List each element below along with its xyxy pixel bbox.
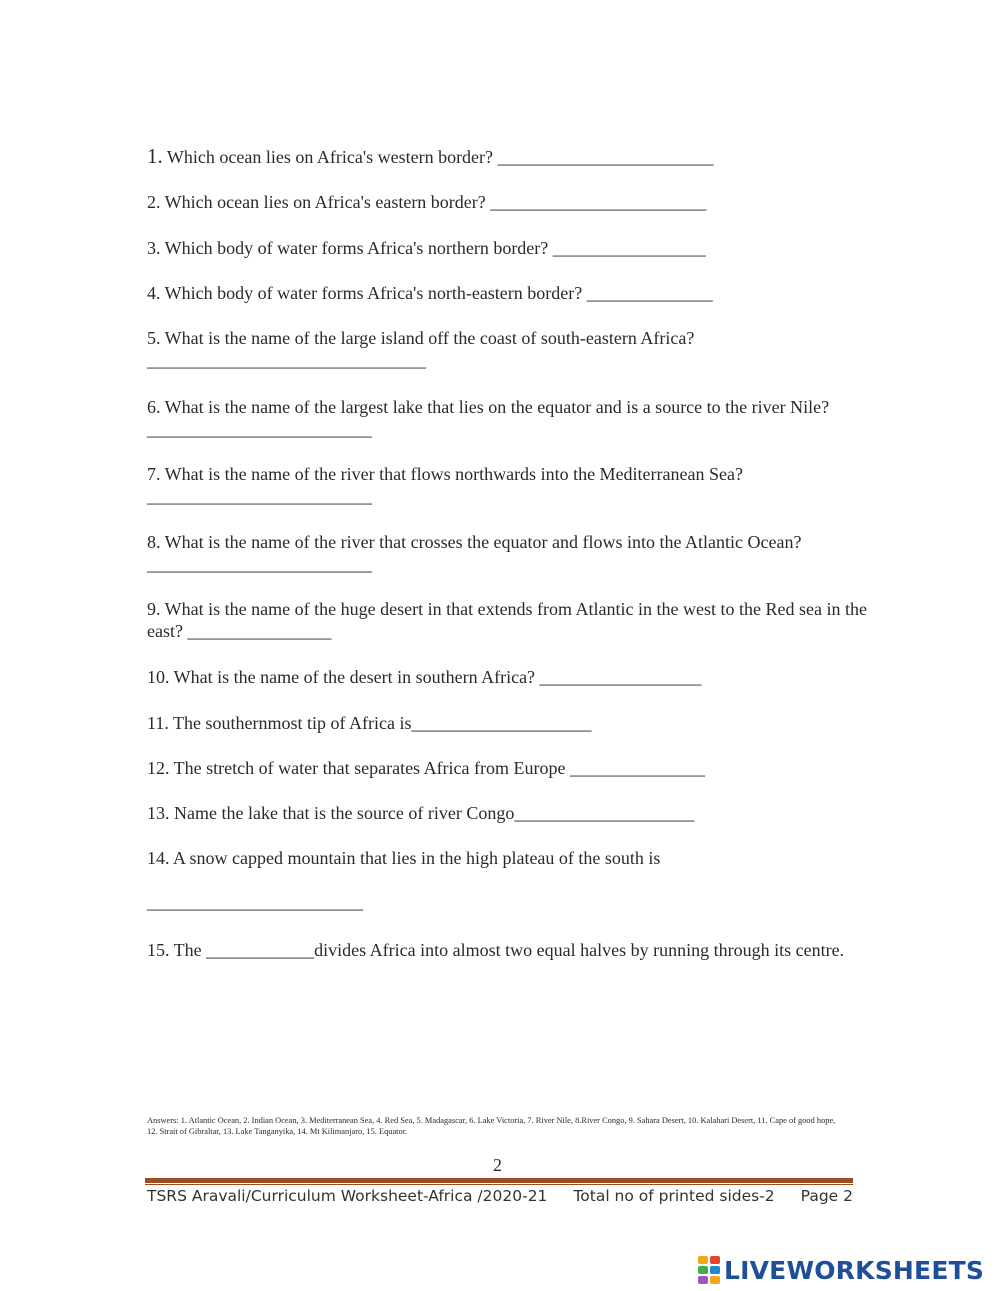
question-10: 10. What is the name of the desert in southern Africa? __________________ xyxy=(147,667,702,687)
footer-middle: Total no of printed sides-2 xyxy=(573,1187,775,1205)
question-8: 8. What is the name of the river that crosses the equator and flows into the Atlantic Ocean? _________________________ xyxy=(147,532,806,574)
question-5: 5. What is the name of the large island off the coast of south-eastern Africa? _______________________________ xyxy=(147,328,695,370)
footer-divider-thin xyxy=(145,1184,853,1185)
question-7: 7. What is the name of the river that flows northwards into the Mediterranean Sea? _________________________ xyxy=(147,464,743,506)
question-13: 13. Name the lake that is the source of river Congo____________________ xyxy=(147,803,695,823)
question-14: 14. A snow capped mountain that lies in the high plateau of the south is ________________________ xyxy=(147,848,661,912)
question-9: 9. What is the name of the huge desert in that extends from Atlantic in the west to the Red sea in the east? ________________ xyxy=(147,599,872,641)
liveworksheets-logo-icon xyxy=(698,1256,720,1284)
footer-right: Page 2 xyxy=(800,1187,853,1205)
question-2: 2. Which ocean lies on Africa's eastern border? ________________________ xyxy=(147,192,707,212)
question-4: 4. Which body of water forms Africa's north-eastern border? ______________ xyxy=(147,283,713,303)
page-number: 2 xyxy=(493,1155,502,1175)
footer xyxy=(147,1187,853,1205)
liveworksheets-brand xyxy=(698,1254,984,1286)
question-6: 6. What is the name of the largest lake that lies on the equator and is a source to the river Nile? _________________________ xyxy=(147,397,834,439)
question-11: 11. The southernmost tip of Africa is____________________ xyxy=(147,713,592,733)
footer-left: TSRS Aravali/Curriculum Worksheet-Africa /2020-21 xyxy=(147,1187,548,1205)
footer-divider-thick xyxy=(145,1178,853,1183)
answer-key: Answers: 1. Atlantic Ocean, 2. Indian Ocean, 3. Mediterranean Sea, 4. Red Sea, 5. Madagascar, 6. Lake Victoria, 7. River Nile, 8.River Congo, 9. Sahara Desert, 10. Kalahari Desert, 11. Cape of good hope, 12. Strait of Gibraltar, 13. Lake Tanganyika, 14. Mt Kilimanjaro, 15. Equator. xyxy=(147,1116,836,1136)
question-15: 15. The ____________divides Africa into almost two equal halves by running through its centre. xyxy=(147,940,845,960)
brand-name: LIVEWORKSHEETS xyxy=(724,1255,985,1285)
question-1: 1. Which ocean lies on Africa's western border? ________________________ xyxy=(147,144,714,168)
question-3: 3. Which body of water forms Africa's northern border? _________________ xyxy=(147,238,706,258)
question-12: 12. The stretch of water that separates Africa from Europe _______________ xyxy=(147,758,705,778)
